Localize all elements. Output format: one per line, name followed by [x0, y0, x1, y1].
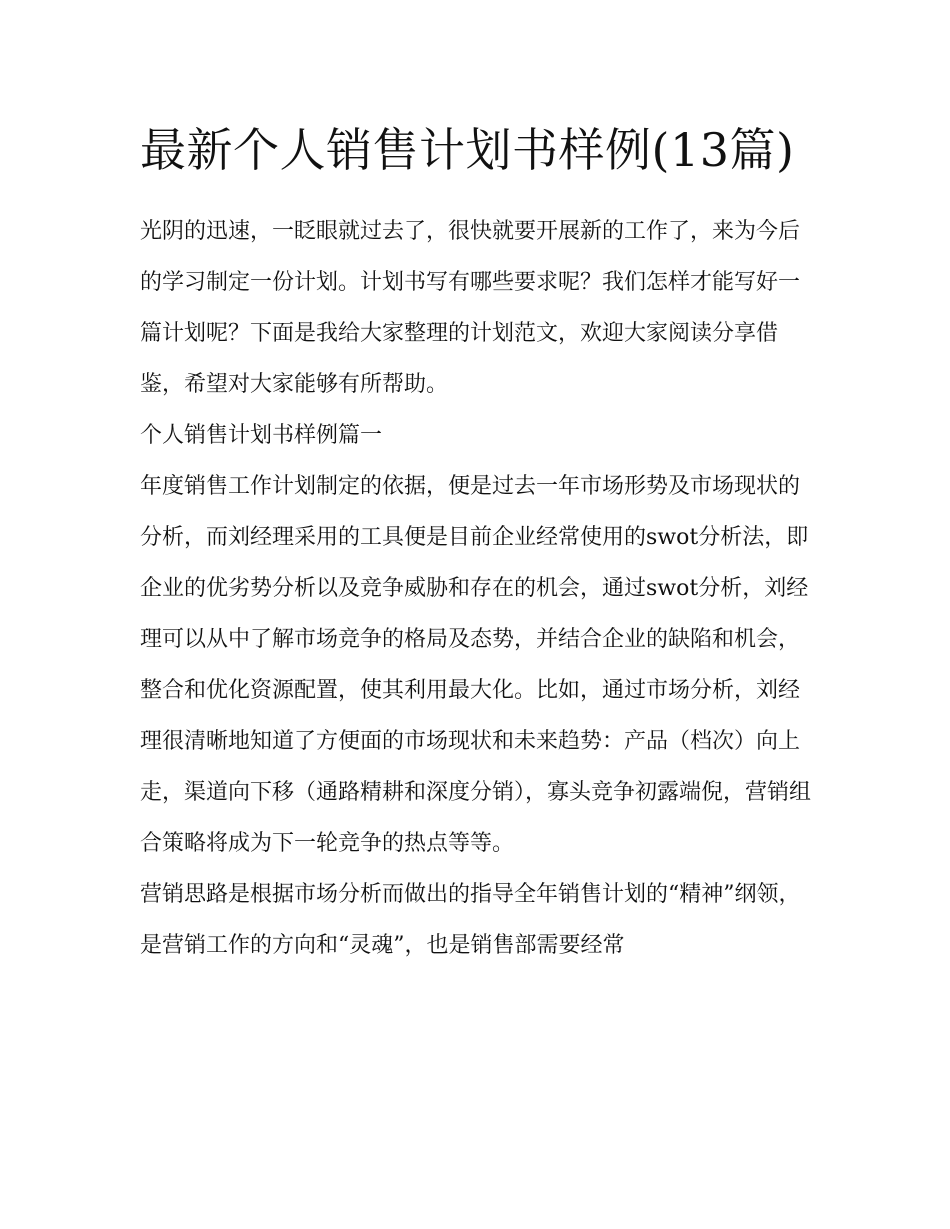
document-title: 最新个人销售计划书样例(13篇)	[140, 123, 795, 177]
document-page	[140, 112, 812, 971]
body-paragraph: 营销思路是根据市场分析而做出的指导全年销售计划的“精神”纲领，是营销工作的方向和“灵魂”，也是销售部需要经常	[140, 882, 801, 958]
intro-paragraph: 光阴的迅速，一眨眼就过去了，很快就要开展新的工作了，来为今后的学习制定一份计划。计划书写有哪些要求呢？我们怎样才能写好一篇计划呢？下面是我给大家整理的计划范文，欢迎大家阅读分享借鉴，希望对大家能够有所帮助。	[140, 219, 801, 397]
body-paragraph: 年度销售工作计划制定的依据，便是过去一年市场形势及市场现状的分析，而刘经理采用的工具便是目前企业经常使用的swot分析法，即企业的优劣势分析以及竞争威胁和存在的机会，通过swot分析，刘经理可以从中了解市场竞争的格局及态势，并结合企业的缺陷和机会，整合和优化资源配置，使其利用最大化。比如，通过市场分析，刘经理很清晰地知道了方便面的市场现状和未来趋势：产品（档次）向上走，渠道向下移（通路精耕和深度分销），寡头竞争初露端倪，营销组合策略将成为下一轮竞争的热点等等。	[140, 474, 812, 856]
section-heading: 个人销售计划书样例篇一	[140, 423, 383, 448]
